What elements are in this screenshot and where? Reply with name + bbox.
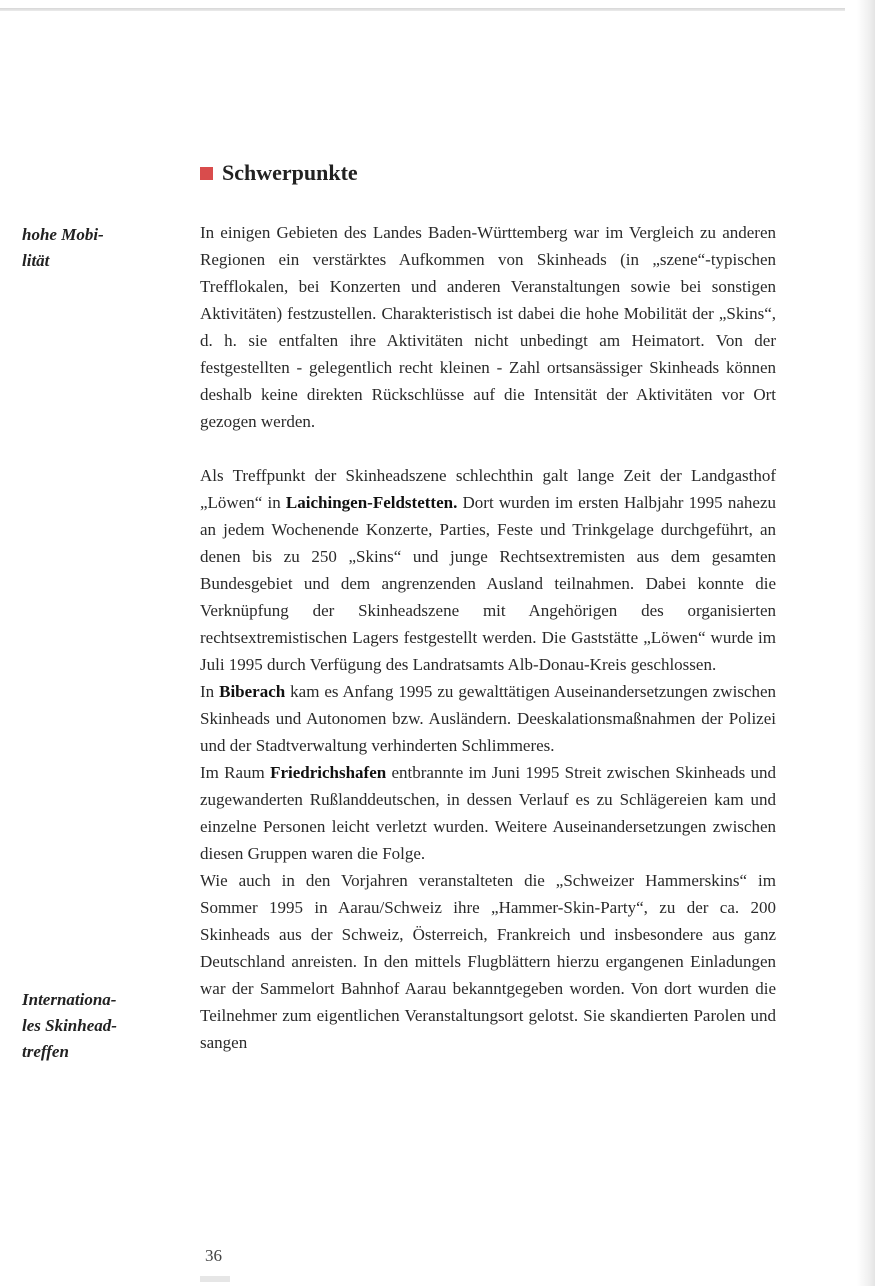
top-rule bbox=[0, 8, 845, 11]
page-number: 36 bbox=[205, 1246, 222, 1265]
paragraph-text: Im Raum bbox=[200, 763, 271, 782]
body-text bbox=[200, 219, 776, 1056]
paragraph-text: Dort wurden im ersten Halbjahr 1995 nahezu an jedem Wochenende Konzerte, Parties, Feste und Trinkgelage durchgeführt, an denen bis zu 250 „Skins“ und junge Rechtsextremisten aus dem gesamten Bundesgebiet und dem angrenzenden Ausland teilnahmen. Dabei konnte die Verknüpfung der Skinheadszene mit Angehörigen des organisierten rechtsextremistischen Lagers festgestellt werden. Die Gaststätte „Löwen“ wurde im Juli 1995 durch Verfügung des Landratsamts Alb-Donau-Kreis geschlossen. bbox=[200, 493, 776, 674]
paragraph-friedrichshafen bbox=[200, 759, 776, 867]
paragraph-hammerskins: Wie auch in den Vorjahren veranstalteten die „Schweizer Hammerskins“ im Sommer 1995 in Aarau/Schweiz ihre „Hammer-Skin-Party“, zu der ca. 200 Skinheads aus der Schweiz, Österreich, Frankreich und insbesondere aus ganz Deutschland anreisten. In den mittels Flugblättern hierzu ergangenen Einladungen war der Sammelort Bahnhof Aarau bekanntgegeben worden. Von dort wurden die Teilnehmer zum eigentlichen Veranstaltungsort gelotst. Sie skandierten Parolen und sangen bbox=[200, 871, 776, 1052]
section-heading-text: Schwerpunkte bbox=[222, 160, 358, 185]
margin-note-meeting bbox=[22, 987, 132, 1065]
margin-note-line: Internationa- bbox=[22, 990, 117, 1009]
paragraph-text: Als Treffpunkt der Skinheadszene schlechthin galt lange Zeit der Landgasthof „Löwen“ in bbox=[200, 466, 776, 512]
place-name: Laichingen-Feldstetten. bbox=[285, 493, 458, 512]
paragraph-text: In bbox=[200, 682, 220, 701]
paragraph-gap bbox=[200, 435, 776, 462]
margin-note-line: treffen bbox=[22, 1042, 69, 1061]
margin-note-line: hohe Mobi- bbox=[22, 225, 104, 244]
margin-note-mobility bbox=[22, 222, 132, 274]
place-name: Friedrichshafen bbox=[270, 763, 387, 782]
page-edge-shadow bbox=[857, 0, 875, 1286]
paragraph-mobility: In einigen Gebieten des Landes Baden-Württemberg war im Vergleich zu anderen Regionen ein verstärktes Aufkommen von Skinheads (in „szene“-typischen Trefflokalen, bei Konzerten und anderen Veranstaltungen sowie bei sonstigen Aktivitäten) festzustellen. Charakteristisch ist dabei die hohe Mobilität der „Skins“, d. h. sie entfalten ihre Aktivitäten nicht unbedingt am Heimatort. Von der festgestellten - gelegentlich recht kleinen - Zahl ortsansässiger Skinheads können deshalb keine direkten Rückschlüsse auf die Intensität der Aktivitäten vor Ort gezogen werden. bbox=[200, 223, 776, 431]
paragraph-text: entbrannte im Juni 1995 Streit zwischen Skinheads und zugewanderten Rußlanddeutschen, in dessen Verlauf es zu Schlägereien kam und einzelne Personen leicht verletzt wurden. Weitere Auseinandersetzungen zwischen diesen Gruppen waren die Folge. bbox=[200, 763, 776, 863]
red-square-icon bbox=[200, 167, 213, 180]
paragraph-text: kam es Anfang 1995 zu gewalttätigen Auseinandersetzungen zwischen Skinheads und Autonomen bzw. Ausländern. Deeskalationsmaßnahmen der Polizei und der Stadtverwaltung verhinderten Schlimmeres. bbox=[200, 682, 777, 755]
section-heading bbox=[200, 160, 358, 186]
place-name: Biberach bbox=[219, 682, 286, 701]
paragraph-biberach bbox=[200, 678, 776, 759]
paragraph-feldstetten bbox=[200, 462, 776, 678]
margin-note-line: les Skinhead- bbox=[22, 1016, 117, 1035]
margin-note-line: lität bbox=[22, 251, 50, 270]
page-mark bbox=[200, 1276, 230, 1282]
